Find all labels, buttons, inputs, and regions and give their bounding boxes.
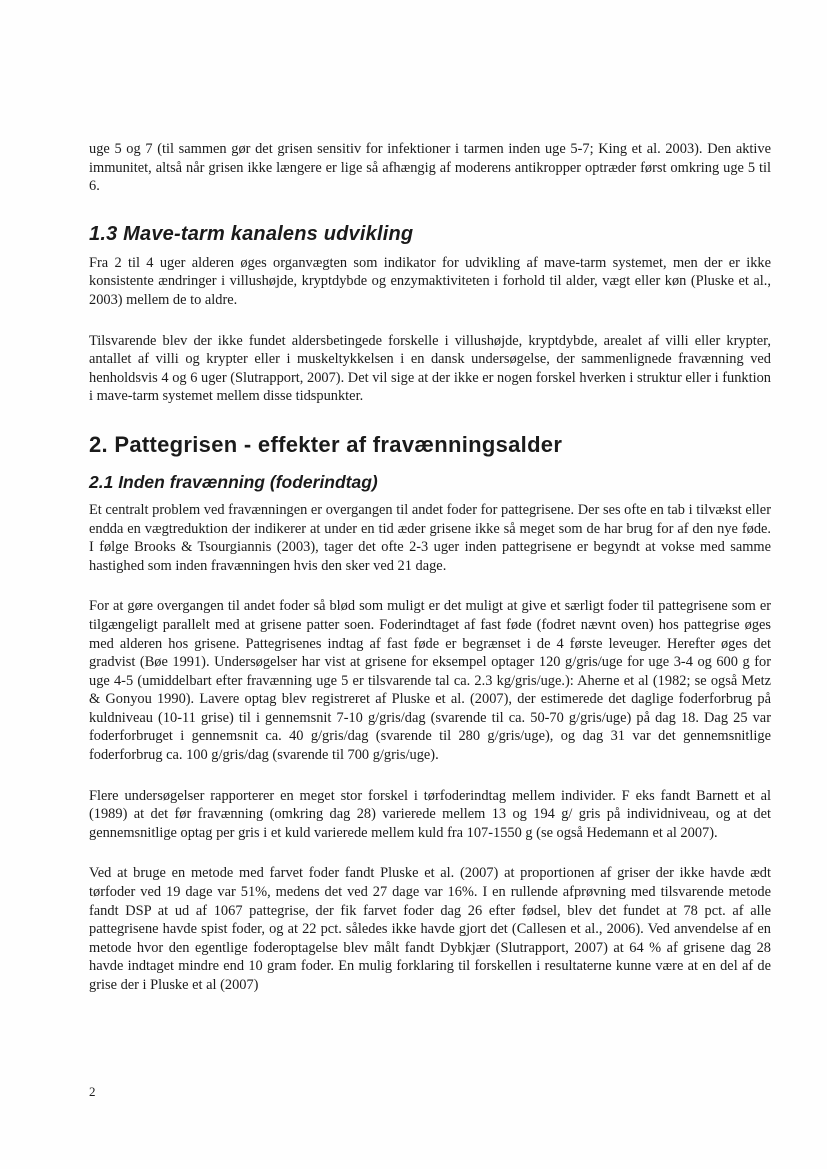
section-2-heading: 2. Pattegrisen - effekter af fravænningsalder [89, 431, 563, 457]
intro-paragraph: uge 5 og 7 (til sammen gør det grisen sensitiv for infektioner i tarmen inden uge 5-7; King et al. 2003). Den aktive immunitet, altså når grisen ikke længere er lige så afhængig af moderens antikropper optræder først omkring uge 5 til 6. [89, 141, 771, 195]
section-2-1-paragraph-2: For at gøre overgangen til andet foder så blød som muligt er det muligt at give et særligt foder til pattegrisene som er tilgængeligt parallelt med at grisene patter soen. Foderindtaget af fast føde (fodret nævnt oven) hos pattegrise øges med alderen hos grisene. Pattegrisenes indtag af fast føde er begrænset i de 4 første leveuger. Herefter øges det gradvist (Bøe 1991). Undersøgelser har vist at grisene for eksempel optager 120 g/gris/uge for uge 3-4 og 600 g for uge 4-5 (umiddelbart efter fravænning uge 5 er tilsvarende tal ca. 2.3 kg/gris/uge.): Aherne et al (1982; se også Metz & Gonyou 1990). Lavere optag blev registreret af Pluske et al. (2007), der estimerede det daglige foderforbrug på kuldniveau (10-11 grise) til i gennemsnit 7-10 g/gris/dag (svarende til ca. 50-70 g/gris/uge) på dag 18. Dag 25 var foderforbruget i gennemsnit ca. 40 g/gris/dag (svarende til 280 g/gris/uge), og dag 31 var det gennemsnitlige foderforbrug ca. 100 g/gris/dag (svarende til 700 g/gris/uge). [89, 598, 771, 764]
section-2-1-paragraph-1: Et centralt problem ved fravænningen er overgangen til andet foder for pattegrisene. Der ses ofte en tab i tilvækst eller endda en vægtreduktion der indikerer at under en tid æder grisene ikke så meget som de har brug for af den nye føde. I følge Brooks & Tsourgiannis (2003), tager det ofte 2-3 uger inden pattegrisene er begyndt at vokse med samme hastighed som inden fravænningen hvis den sker ved 21 dage. [89, 501, 771, 574]
document-page [89, 140, 771, 995]
section-1-3-paragraph-2: Tilsvarende blev der ikke fundet aldersbetingede forskelle i villushøjde, kryptdybde, arealet af villi eller krypter, antallet af villi og krypter eller i muskeltykkelsen i en dansk undersøgelse, der sammenlignede fravænning ved henholdsvis 4 og 6 uger (Slutrapport, 2007). Det vil sige at der ikke er nogen forskel hverken i struktur eller i funktion i mave-tarm systemet mellem disse tidspunkter. [89, 332, 771, 405]
section-1-3-paragraph-1: Fra 2 til 4 uger alderen øges organvægten som indikator for udvikling af mave-tarm systemet, men der er ikke konsistente ændringer i villushøjde, kryptdybde og enzymaktiviteten i forhold til alder, vægt eller køn (Pluske et al., 2003) mellem de to aldre. [89, 254, 771, 308]
section-2-1-paragraph-3: Flere undersøgelser rapporterer en meget stor forskel i tørfoderindtag mellem individer. F eks fandt Barnett et al (1989) at det før fravænning (omkring dag 28) varierede mellem 13 og 194 g/ gris på individniveau, og at det gennemsnitlige optag per gris i et kuld varierede mellem kuld fra 107-1550 g (se også Hedemann et al 2007). [89, 787, 771, 841]
section-2-1-heading: 2.1 Inden fravænning (foderindtag) [89, 471, 378, 492]
section-2-1-paragraph-4: Ved at bruge en metode med farvet foder fandt Pluske et al. (2007) at proportionen af griser der ikke havde ædt tørfoder ved 19 dage var 51%, medens det ved 27 dage var 16%. I en rullende afprøvning med tilsvarende metode fandt DSP at ud af 1067 pattegrise, der fik farvet foder dag 26 efter fødsel, blev det fundet at 78 pct. af alle pattegrisene havde spist foder, og at 22 pct. således ikke havde gjort det (Callesen et al., 2006). Ved anvendelse af en metode hvor den egentlige foderoptagelse blev målt fandt Dybkjær (Slutrapport, 2007) at 64 % af grisene dag 28 havde indtaget mindre end 10 gram foder. En mulig forklaring til forskellen i resultaterne kunne være at en del af de grise der i Pluske et al (2007) [89, 865, 771, 993]
section-1-3-heading: 1.3 Mave-tarm kanalens udvikling [89, 222, 414, 245]
page-number: 2 [89, 1084, 96, 1099]
